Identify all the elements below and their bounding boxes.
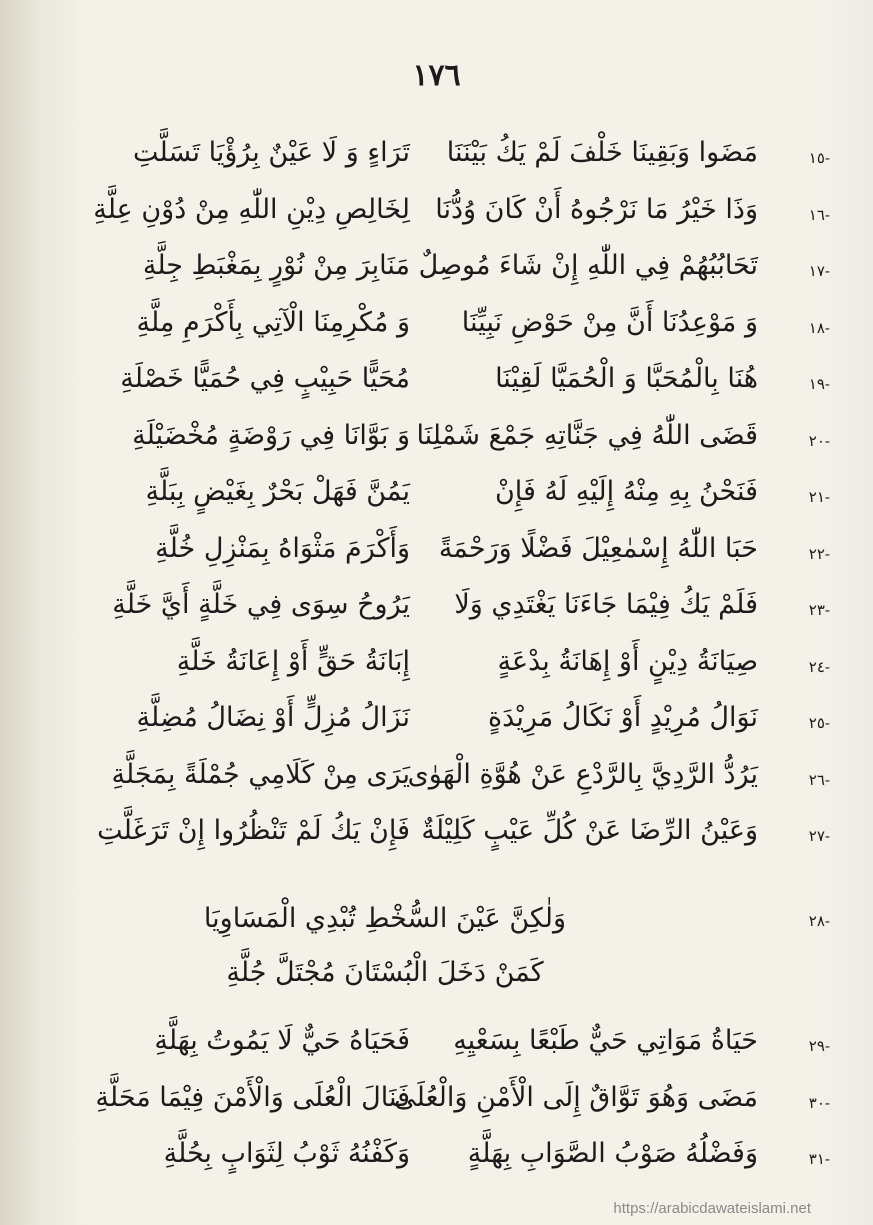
verse-number: -١٦ xyxy=(808,205,830,224)
verse-first-hemistich: قَضَى اللّٰهُ فِي جَنَّاتِهِ جَمْعَ شَمْلِنَا xyxy=(416,419,758,451)
verse-second-hemistich: يَمُنَّ فَهَلْ بَحْرٌ بِغَيْضٍ بِبَلَّةِ xyxy=(145,476,410,507)
verse-line-28-second: كَمَنْ دَخَلَ الْبُسْتَانَ مُجْتَلَّ جُلَّةِ xyxy=(226,957,544,988)
verse-first-hemistich: نَوَالُ مُرِيْدٍ أَوْ نَكَالُ مَرِيْدَةٍ xyxy=(488,702,758,733)
verse-first-hemistich: يَرُدُّ الرَّدِيَّ بِالرَّدْعِ عَنْ هُوَّةِ الْهَوٰى xyxy=(407,758,758,790)
verse-second-hemistich: إِبَانَةُ حَقٍّ أَوْ إِعَانَةُ خَلَّةِ xyxy=(176,645,410,677)
verse-number: -٢٩ xyxy=(808,1037,830,1055)
verse-row xyxy=(55,135,830,191)
verse-line-28-first: وَلٰكِنَّ عَيْنَ السُّخْطِ تُبْدِي الْمَسَاوِيَا xyxy=(203,903,567,934)
verse-first-hemistich: وَفَضْلُهُ صَوْبُ الصَّوَابِ بِهَلَّةٍ xyxy=(467,1138,758,1169)
verse-first-hemistich: تَحَابُبُهُمْ فِي اللّٰهِ إِنْ شَاءَ مُوصِلٌ xyxy=(418,250,758,281)
verse-row xyxy=(55,1080,830,1136)
verse-second-hemistich: فَنَالَ الْعُلَى وَالْأَمْنَ فِيْمَا مَحَلَّةِ xyxy=(95,1081,410,1113)
verse-row xyxy=(55,192,830,248)
verse-second-hemistich: وَ بَوَّانَا فِي رَوْضَةٍ مُخْضَيْلَةِ xyxy=(132,419,410,451)
verse-second-hemistich: وَكَفْنُهُ ثَوْبُ لِثَوَابٍ بِحُلَّةِ xyxy=(163,1138,410,1169)
verse-row xyxy=(55,474,830,530)
verse-first-hemistich: مَضَى وَهُوَ تَوَّاقٌ إِلَى الْأَمْنِ وَالْعُلَى xyxy=(394,1081,758,1113)
verse-row xyxy=(55,1136,830,1192)
verse-number: -١٧ xyxy=(808,262,830,280)
verse-row xyxy=(55,587,830,643)
verse-first-hemistich: وَذَا خَيْرُ مَا نَرْجُوهُ أَنْ كَانَ وُدُّنَا xyxy=(435,193,758,225)
verse-number: -٢٥ xyxy=(808,714,830,732)
verse-row xyxy=(55,757,830,813)
verse-second-hemistich: وَأَكْرَمَ مَثْوَاهُ بِمَنْزِلِ خُلَّةِ xyxy=(155,532,410,564)
verse-number: -٢٤ xyxy=(808,657,830,676)
verse-row xyxy=(55,418,830,474)
verse-number: -١٨ xyxy=(808,318,830,337)
verse-first-hemistich: هُنَا بِالْمُحَبَّا وَ الْحُمَيَّا لَقِيْنَا xyxy=(495,363,758,394)
verse-second-hemistich: نَزَالُ مُزِلٍّ أَوْ نِضَالُ مُضِلَّةِ xyxy=(136,702,410,733)
verse-row xyxy=(55,700,830,756)
verse-number: -٢٢ xyxy=(808,544,830,563)
verse-first-hemistich: وَ مَوْعِدُنَا أَنَّ مِنْ حَوْضِ نَبِيِّنَا xyxy=(461,306,758,338)
verse-first-hemistich: وَعَيْنُ الرِّضَا عَنْ كُلِّ عَيْبٍ كَلِيْلَةٌ xyxy=(421,815,758,846)
verse-number: -١٥ xyxy=(808,149,830,167)
verse-number: -٢٧ xyxy=(808,827,830,845)
verse-row xyxy=(55,531,830,587)
verse-second-hemistich: مُحَيًّا حَبِيْبٍ فِي حُمَيًّا خَصْلَةِ xyxy=(120,363,410,394)
verse-second-hemistich: فَإِنْ يَكُ لَمْ تَنْظُرُوا إِنْ تَرَغَلَّتِ xyxy=(97,815,410,846)
verse-second-hemistich: مَنَابِرَ مِنْ نُوْرٍ بِمَغْبَطِ جِلَّةِ xyxy=(142,250,410,281)
verse-row xyxy=(55,1023,830,1079)
verse-second-hemistich: وَ مُكْرِمِنَا الْآتِي بِأَكْرَمِ مِلَّةِ xyxy=(136,306,410,338)
verse-second-hemistich: يَرُوحُ سِوَى فِي خَلَّةٍ أَيَّ خَلَّةِ xyxy=(112,589,410,620)
verse-number: -٢١ xyxy=(808,488,830,506)
verse-number: -٢٠ xyxy=(808,431,830,450)
verse-first-hemistich: صِيَانَةُ دِيْنٍ أَوْ إِهَانَةُ بِدْعَةٍ xyxy=(497,645,758,677)
verse-second-hemistich: فَحَيَاهُ حَيٌّ لَا يَمُوتُ بِهَلَّةِ xyxy=(154,1025,410,1056)
watermark-url: https://arabicdawateislami.net xyxy=(613,1200,811,1217)
verse-number: -٣٠ xyxy=(808,1093,830,1112)
verse-first-hemistich: فَلَمْ يَكُ فِيْمَا جَاءَنَا يَغْتَدِي وَلَا xyxy=(454,589,758,620)
verse-first-hemistich: فَنَحْنُ بِهِ مِنْهُ إِلَيْهِ لَهُ فَإِنْ xyxy=(494,476,758,507)
verse-first-hemistich: مَضَوا وَبَقِينَا خَلْفَ لَمْ يَكُ بَيْنَنَا xyxy=(446,137,758,168)
verse-second-hemistich: لِخَالِصِ دِيْنِ اللّٰهِ مِنْ دُوْنِ عِلَّةِ xyxy=(93,193,410,225)
verse-number: -٢٨ xyxy=(808,912,830,930)
verse-first-hemistich: حَبَا اللّٰهُ إِسْمٰعِيْلَ فَضْلًا وَرَحْمَةً xyxy=(438,532,758,564)
verse-row xyxy=(55,644,830,700)
verse-number: -٣١ xyxy=(808,1150,830,1168)
verse-number: -١٩ xyxy=(808,375,830,393)
verse-row xyxy=(55,305,830,361)
page-number: ١٧٦ xyxy=(412,58,461,93)
verse-number: -٢٦ xyxy=(808,770,830,789)
verse-second-hemistich: يَرَى مِنْ كَلَامِي جُمْلَةً بِمَجَلَّةِ xyxy=(111,758,410,790)
verse-number: -٢٣ xyxy=(808,601,830,619)
verse-second-hemistich: تَرَاءٍ وَ لَا عَيْنٌ بِرُؤْيَا تَسَلَّتِ xyxy=(132,137,410,168)
verse-row xyxy=(55,361,830,417)
verse-row xyxy=(55,813,830,869)
verse-first-hemistich: حَيَاةُ مَوَاتِي حَيٌّ طَبْعًا بِسَعْيِهِ xyxy=(453,1025,758,1056)
verse-row xyxy=(55,248,830,304)
